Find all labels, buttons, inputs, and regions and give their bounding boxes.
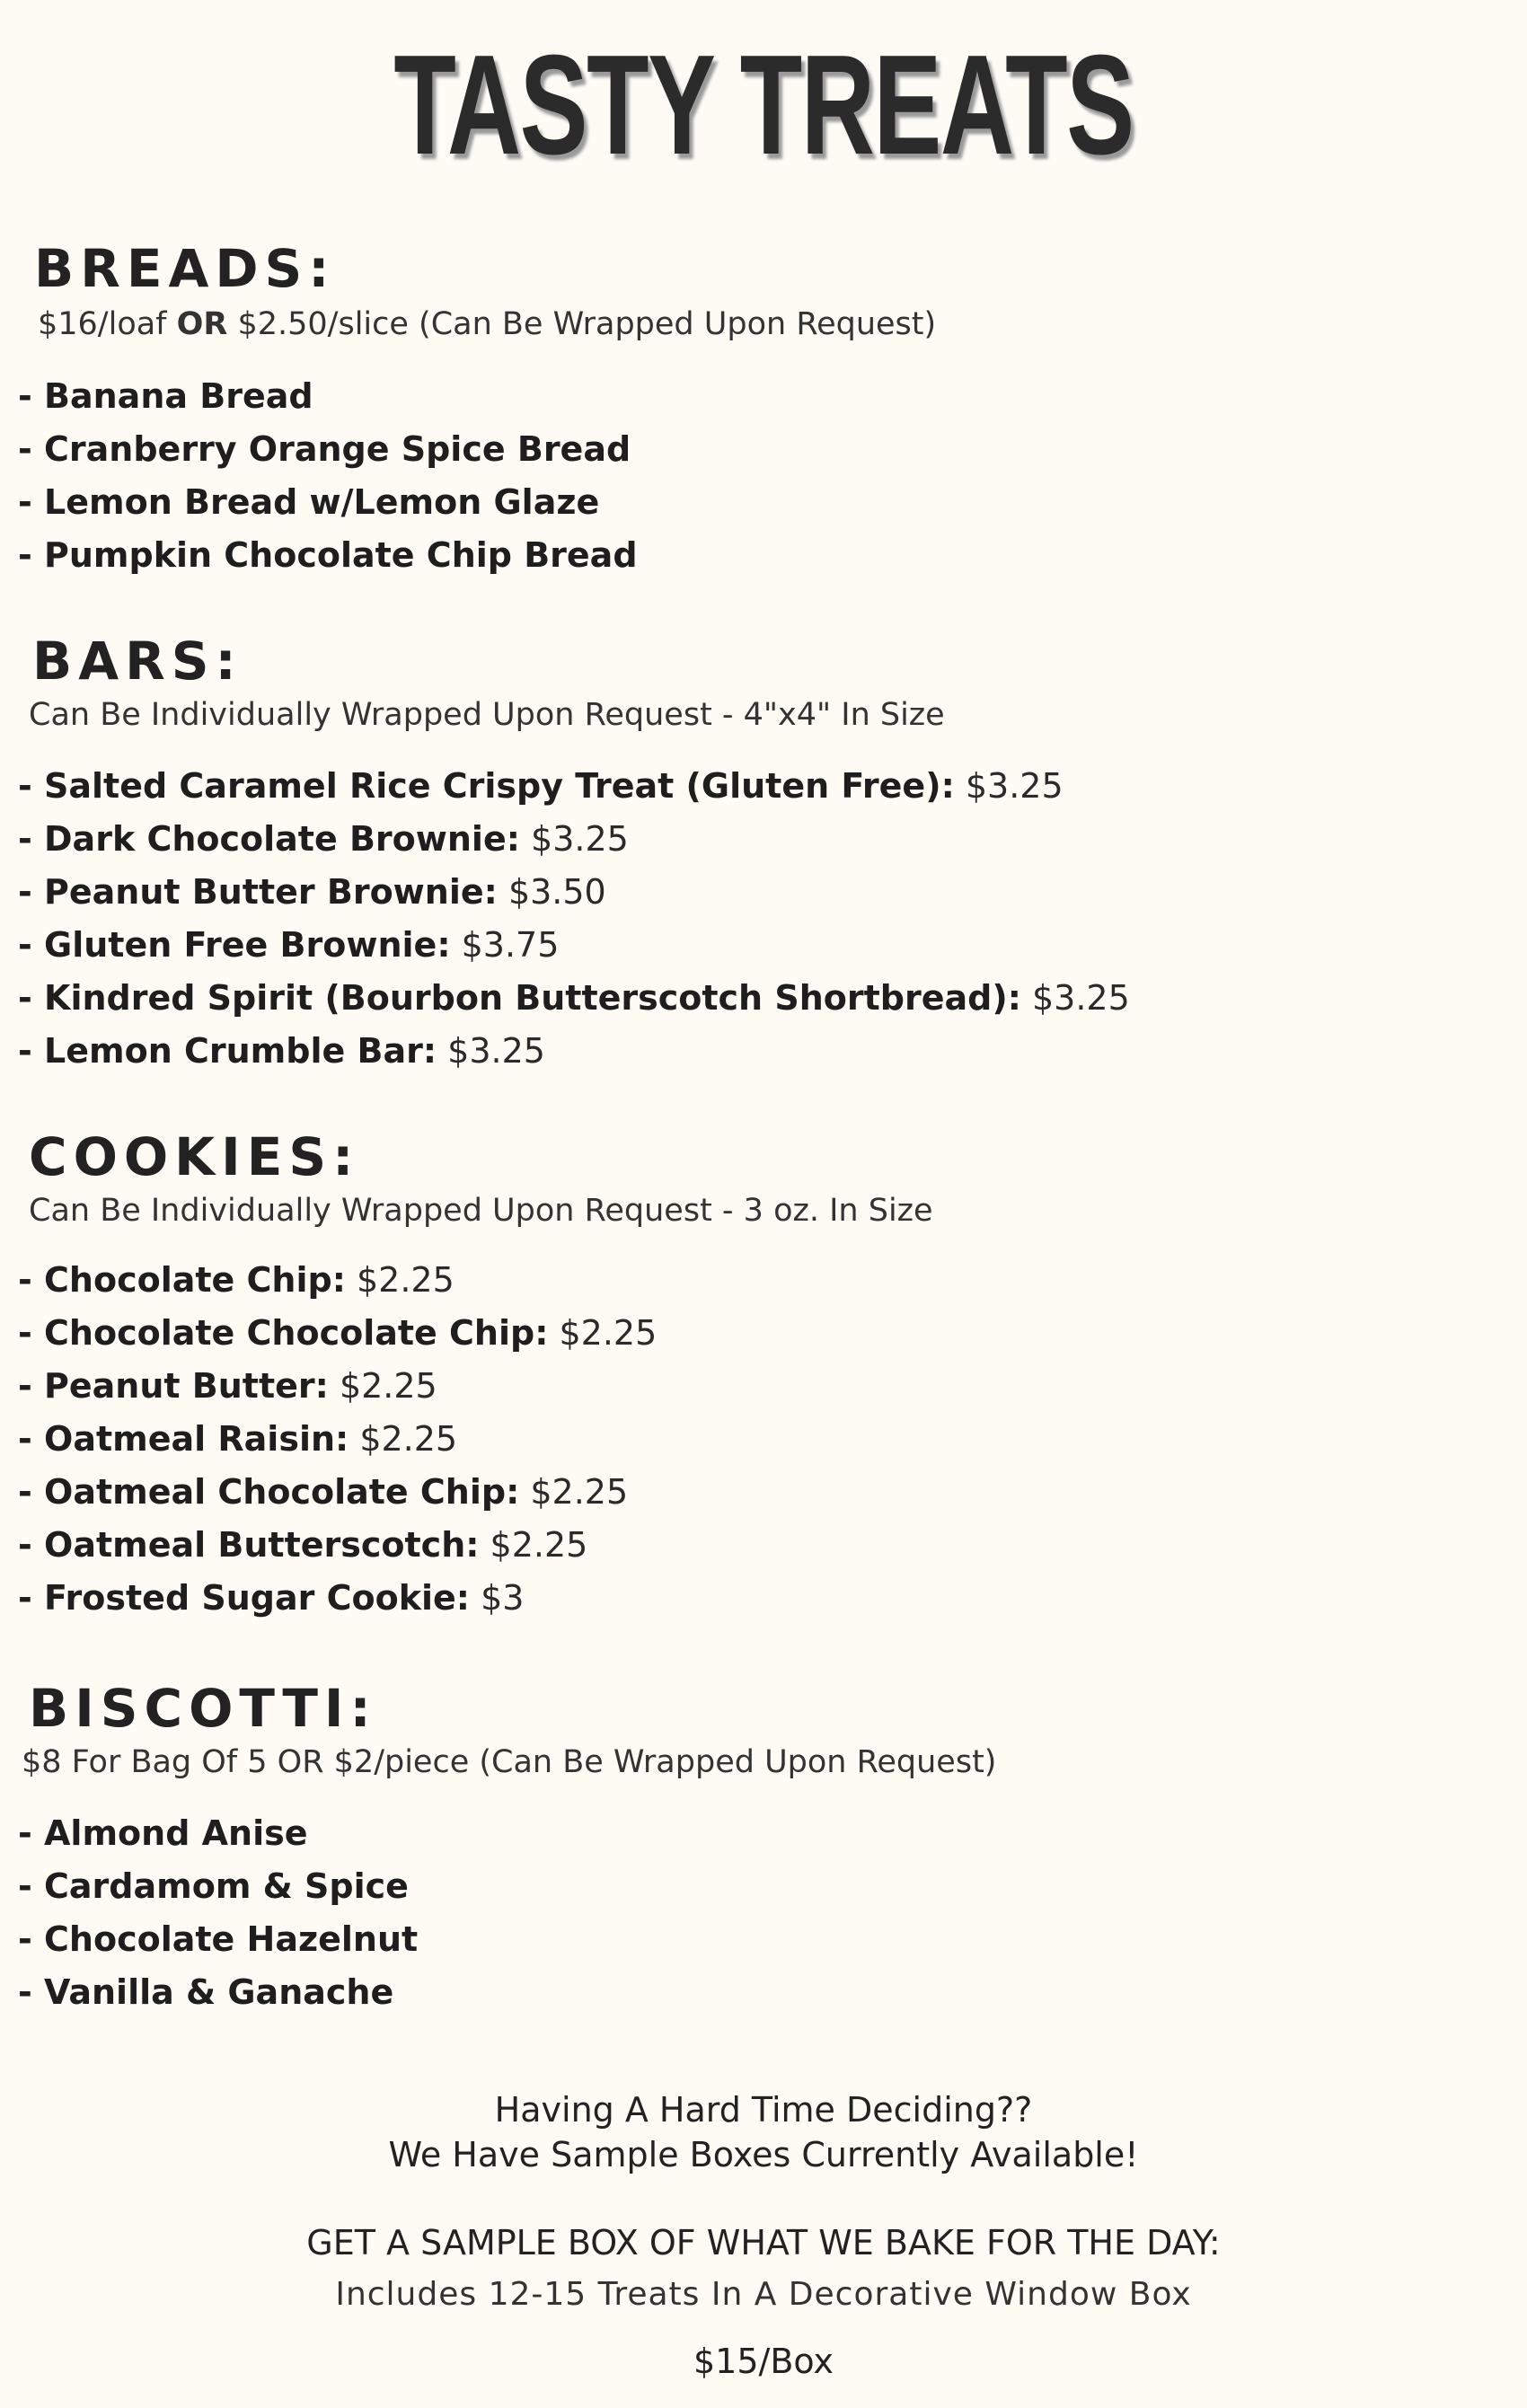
list-item: - Almond Anise xyxy=(18,1813,308,1853)
list-item: - Chocolate Chocolate Chip: $2.25 xyxy=(18,1313,658,1353)
cookies-list xyxy=(18,1254,657,1625)
section-subtitle-cookies: Can Be Individually Wrapped Upon Request - 3 oz. In Size xyxy=(29,1193,933,1229)
breads-list xyxy=(18,370,638,582)
list-item: - Salted Caramel Rice Crispy Treat (Gluten Free): $3.25 xyxy=(18,766,1064,806)
section-subtitle-breads: $16/loaf OR $2.50/slice (Can Be Wrapped Upon Request) xyxy=(38,306,937,342)
list-item: - Oatmeal Chocolate Chip: $2.25 xyxy=(18,1472,629,1512)
section-subtitle-bars: Can Be Individually Wrapped Upon Request - 4"x4" In Size xyxy=(29,697,945,733)
section-subtitle-biscotti: $8 For Bag Of 5 OR $2/piece (Can Be Wrapped Upon Request) xyxy=(22,1744,997,1780)
list-item: - Oatmeal Butterscotch: $2.25 xyxy=(18,1525,588,1565)
bars-list xyxy=(18,760,1130,1078)
footer-availability: We Have Sample Boxes Currently Available! xyxy=(388,2135,1139,2174)
list-item: - Pumpkin Chocolate Chip Bread xyxy=(18,535,638,575)
list-item: - Cranberry Orange Spice Bread xyxy=(18,429,631,469)
list-item: - Peanut Butter: $2.25 xyxy=(18,1366,437,1406)
list-item: - Chocolate Chip: $2.25 xyxy=(18,1260,455,1300)
list-item: - Cardamom & Spice xyxy=(18,1866,409,1906)
section-heading-cookies: COOKIES: xyxy=(29,1126,360,1187)
footer-sample-box-price: $15/Box xyxy=(693,2342,834,2381)
list-item: - Lemon Crumble Bar: $3.25 xyxy=(18,1031,545,1071)
footer-sample-box-details: Includes 12-15 Treats In A Decorative Window Box xyxy=(335,2276,1192,2313)
list-item: - Dark Chocolate Brownie: $3.25 xyxy=(18,819,629,859)
list-item: - Chocolate Hazelnut xyxy=(18,1919,419,1959)
list-item: - Vanilla & Ganache xyxy=(18,1972,394,2012)
list-item: - Frosted Sugar Cookie: $3 xyxy=(18,1578,525,1618)
list-item: - Gluten Free Brownie: $3.75 xyxy=(18,925,560,965)
footer-question: Having A Hard Time Deciding?? xyxy=(494,2090,1033,2130)
list-item: - Peanut Butter Brownie: $3.50 xyxy=(18,872,606,912)
list-item: - Kindred Spirit (Bourbon Butterscotch Shortbread): $3.25 xyxy=(18,978,1130,1018)
list-item: - Oatmeal Raisin: $2.25 xyxy=(18,1419,458,1459)
list-item: - Banana Bread xyxy=(18,376,313,416)
section-heading-biscotti: BISCOTTI: xyxy=(29,1678,377,1739)
page-title: TASTY TREATS xyxy=(393,26,1134,184)
section-heading-breads: BREADS: xyxy=(34,238,336,299)
section-heading-bars: BARS: xyxy=(32,631,243,692)
biscotti-list xyxy=(18,1807,418,2019)
footer-sample-box-offer: GET A SAMPLE BOX OF WHAT WE BAKE FOR THE DAY: xyxy=(306,2223,1221,2262)
list-item: - Lemon Bread w/Lemon Glaze xyxy=(18,482,600,522)
